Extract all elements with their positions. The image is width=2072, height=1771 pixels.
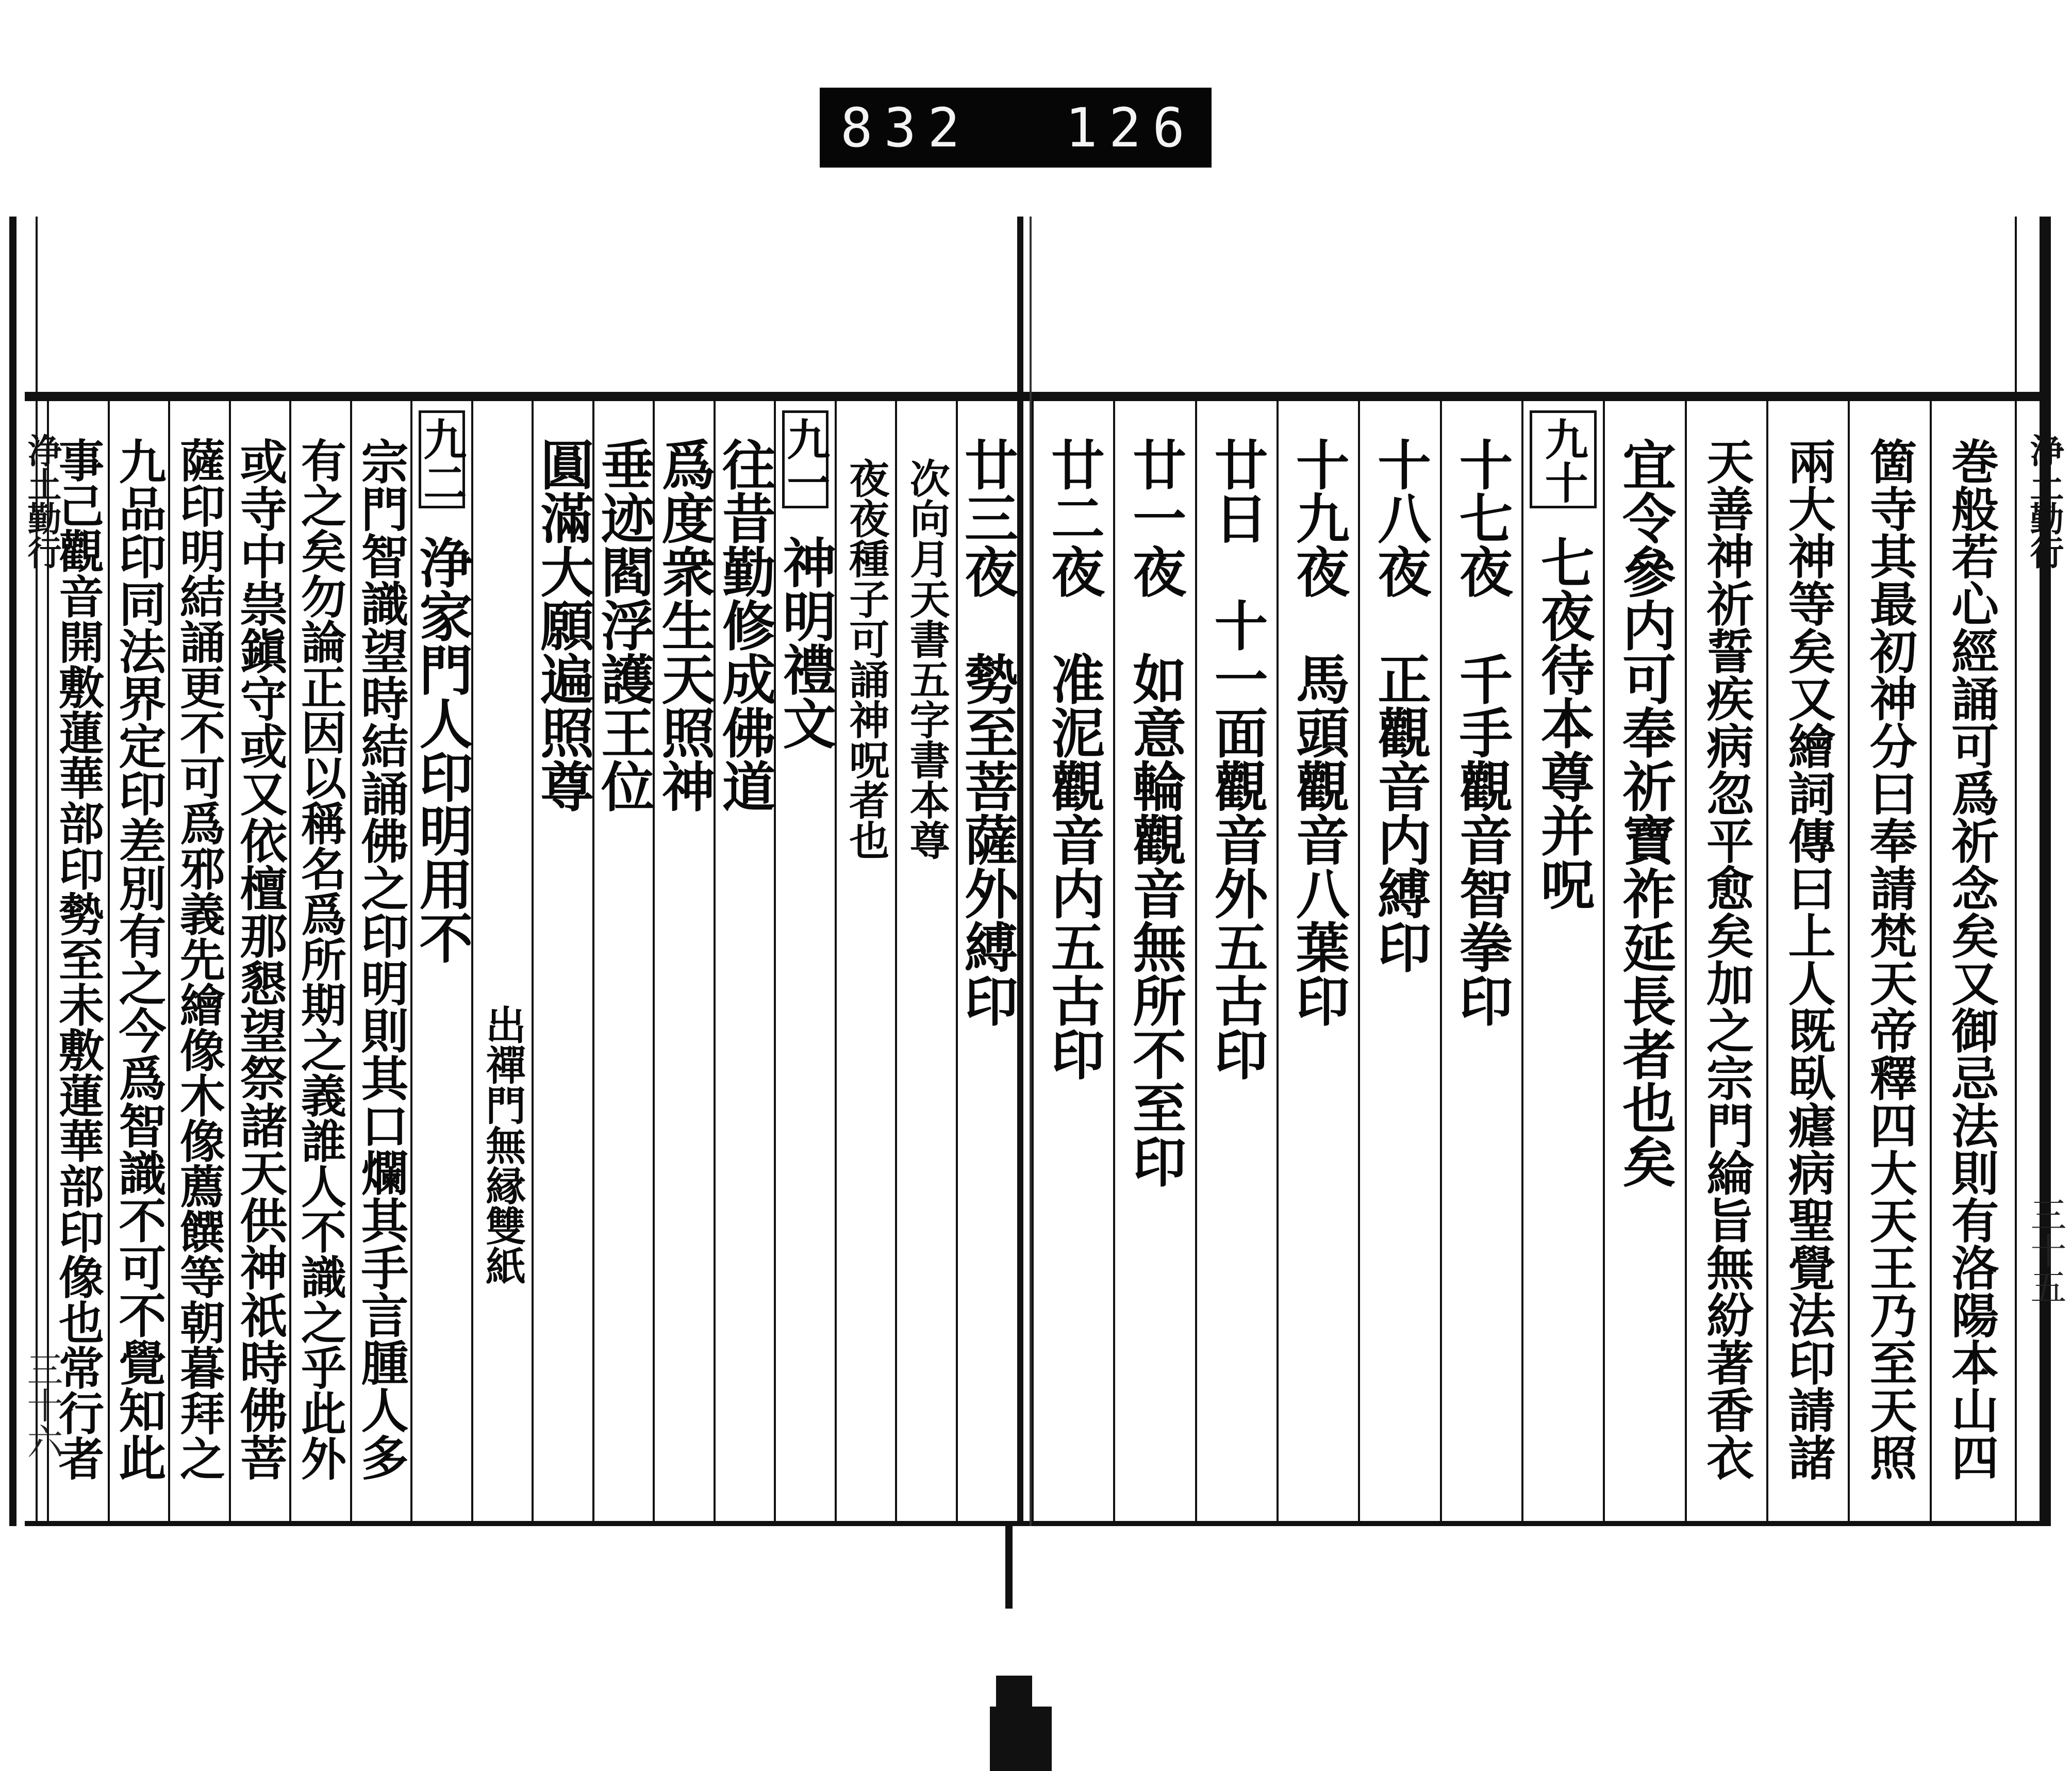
left_page-column [653, 401, 714, 1521]
right_page-column [1277, 401, 1358, 1521]
text-line: 事己觀音開敷蓮華部印勢至未敷蓮華部印像也常行者 [51, 437, 105, 1481]
text-line: 宜令參内可奉祈寶祚延長者也矣 [1613, 437, 1677, 1188]
right_page-column [1032, 401, 1113, 1521]
left_page-column [471, 401, 532, 1521]
left_page-column [350, 401, 411, 1521]
left_page-column [714, 401, 774, 1521]
section-number-box [1530, 410, 1597, 508]
catalog-number-left: 832 [840, 96, 971, 159]
text-line: 巻般若心經誦可爲祈念矣又御忌法則有洛陽本山四 [1944, 437, 2000, 1481]
right_page-column [1195, 401, 1277, 1521]
left_page-column [289, 401, 350, 1521]
text-line: 圓滿大願遍照尊 [531, 437, 595, 813]
left-page-edge [9, 217, 63, 1526]
text-line: 往昔勤修成佛道 [712, 437, 776, 813]
right_page-column [1766, 401, 1848, 1521]
text-line: 次向月天書五字書本尊 [903, 458, 950, 860]
section-number-box [780, 410, 831, 508]
left_page-column [168, 401, 229, 1521]
text-line: 兩大神等矣又繪詞傳曰上人既臥瘧病聖覺法印請諸 [1780, 437, 1836, 1481]
section-number: 九一 [780, 417, 831, 504]
text-line: 垂迹閻浮護王位 [591, 437, 655, 813]
left_page-column [531, 401, 595, 1521]
right-margin-title: 浄土勤行 [2024, 433, 2064, 569]
right_page-column [1848, 401, 1929, 1521]
center-seam [1017, 217, 1032, 1526]
left-page-text [47, 401, 1019, 1521]
left_page-column [774, 401, 835, 1521]
text-line: 九品印同法界定印差別有之今爲智識不可不覺知此 [111, 437, 167, 1481]
right_page-column [1603, 401, 1684, 1521]
right-page-edge [2015, 217, 2067, 1526]
catalog-label [820, 88, 1212, 168]
catalog-number-right: 126 [1065, 96, 1196, 159]
seam-shadow [990, 1526, 1072, 1771]
text-line: 或寺中祟鎭守或又依檀那懇望祭諸天供神祇時佛菩 [232, 437, 288, 1481]
section-heading: 神明禮文 [773, 535, 837, 750]
text-line: 廿二夜 准泥觀音内五古印 [1041, 437, 1105, 1081]
left-margin-title: 浄土勤行 [22, 433, 62, 569]
text-line: 十八夜 正觀音内縛印 [1368, 437, 1432, 973]
text-line: 廿三夜 勢至菩薩外縛印 [955, 437, 1019, 1027]
right-page-number: 三十五 [2025, 1196, 2067, 1304]
section-heading: 七夜待本尊并呪 [1531, 535, 1595, 911]
left-page-number: 三十六 [21, 1351, 63, 1459]
text-line: 十七夜 千手觀音智拳印 [1450, 437, 1514, 1027]
left_page-column [592, 401, 653, 1521]
left_page-column [956, 401, 1017, 1521]
text-line: 爲度衆生天照神 [652, 437, 716, 813]
right-page-text [1032, 401, 2011, 1521]
text-line: 薩印明結誦更不可爲邪義先繪像木像薦饌等朝暮拜之 [172, 437, 226, 1481]
section-number-box [416, 410, 468, 508]
right_page-column [1521, 401, 1603, 1521]
right_page-column [1440, 401, 1521, 1521]
left_page-column [835, 401, 896, 1521]
text-line: 廿日 十一面觀音外五古印 [1205, 437, 1269, 1081]
right_page-column [1113, 401, 1195, 1521]
top-rule [25, 392, 2046, 401]
right_page-column [1685, 401, 1766, 1521]
section-heading: 浄家門人印明用不 [410, 535, 474, 964]
left_page-column [108, 401, 169, 1521]
section-number: 九二 [416, 417, 468, 504]
right_page-column [1358, 401, 1439, 1521]
left_page-column [47, 401, 108, 1521]
text-line: 宗門智識望時結誦佛之印明則其口爛其手言腫人多 [353, 437, 409, 1481]
left_page-column [229, 401, 290, 1521]
source-attribution: 出禪門無縁雙紙 [479, 1004, 526, 1286]
left_page-column [895, 401, 956, 1521]
book-spread [9, 217, 2067, 1526]
text-line: 夜夜種子可誦神呪者也 [842, 458, 890, 860]
text-line: 十九夜 馬頭觀音八葉印 [1286, 437, 1350, 1027]
text-line: 箇寺其最初神分曰奉請梵天帝釋四大天王乃至天照 [1862, 437, 1918, 1481]
section-number: 九十 [1538, 417, 1589, 504]
text-line: 天善神祈誓疾病忽平愈矣加之宗門綸旨無紛著香衣 [1699, 437, 1755, 1481]
left_page-column [410, 401, 474, 1521]
bottom-rule [25, 1521, 2046, 1526]
text-line: 廿一夜 如意輪觀音無所不至印 [1123, 437, 1187, 1188]
text-line: 有之矣勿論正因以稱名爲所期之義誰人不識之乎此外 [293, 437, 347, 1481]
right_page-column [1930, 401, 2011, 1521]
